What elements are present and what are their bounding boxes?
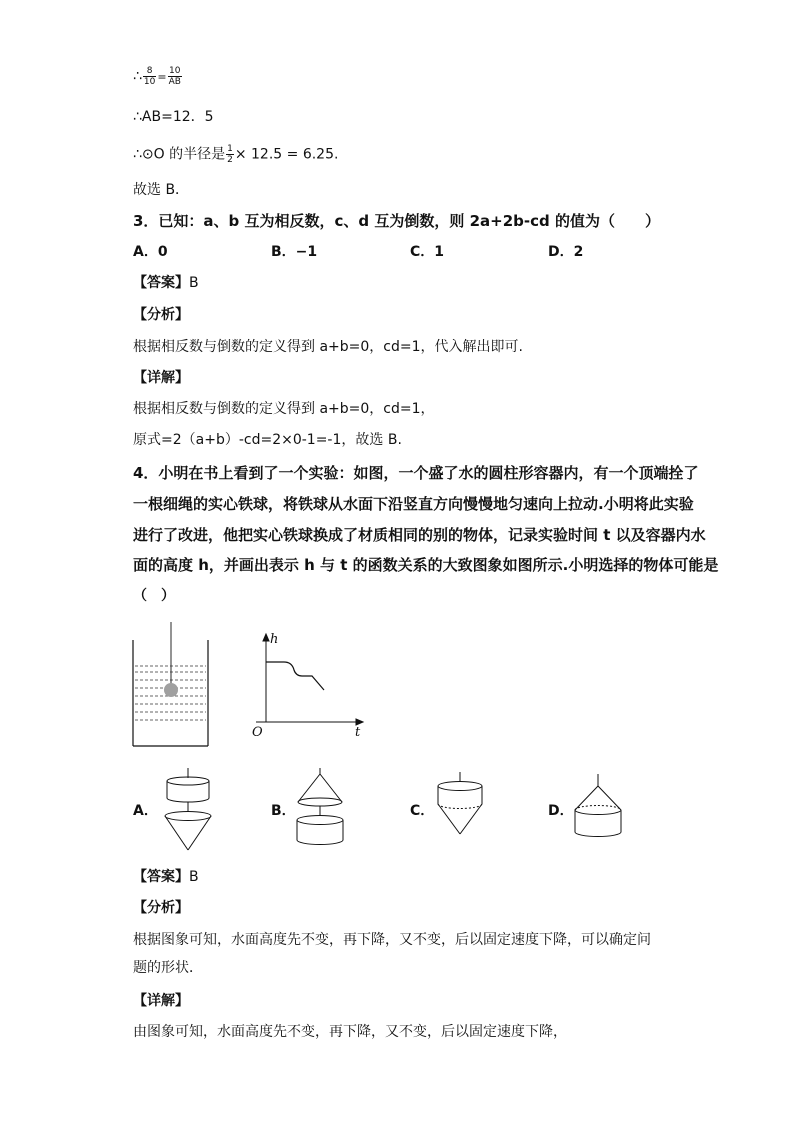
- graph-origin-label: O: [252, 725, 263, 740]
- q4-detail-text: 由图象可知，水面高度先不变，再下降，又不变，后以固定速度下降，: [133, 1024, 567, 1040]
- q3-detail-line-2: 原式=2（a+b）-cd=2×0-1=-1，故选 B.: [133, 432, 402, 448]
- q3-option-c: C．1: [410, 244, 445, 260]
- option-a-shape: [160, 768, 216, 854]
- h-t-graph: [248, 628, 368, 744]
- q4-stem-line-4: 面的高度 h，并画出表示 h 与 t 的函数关系的大致图象如图所示.小明选择的物体可能是: [133, 556, 719, 574]
- iron-ball: [164, 683, 178, 697]
- q3-answer: 【答案】B: [133, 275, 199, 291]
- q4-option-a-label: A．: [133, 803, 158, 819]
- fraction-8-10: $\frac{8}{10}$: [143, 66, 156, 87]
- q4-option-b-label: B．: [271, 803, 296, 819]
- option-d-shape: [570, 774, 626, 844]
- q3-stem: 3．已知：a、b 互为相反数，c、d 互为倒数，则 2a+2b-cd 的值为（ ）: [133, 212, 660, 230]
- q4-answer: 【答案】B: [133, 869, 199, 885]
- ratio-equation: [133, 66, 183, 88]
- therefore-symbol: ∴: [133, 68, 142, 85]
- radius-line: ∴⊙O 的半径是 $\frac{1}{2}$ × 12.5 = 6.25.: [133, 144, 339, 165]
- q3-option-a: A．0: [133, 244, 168, 260]
- q4-stem-line-1: 4．小明在书上看到了一个实验：如图，一个盛了水的圆柱形容器内，有一个顶端拴了: [133, 464, 699, 482]
- q3-analysis-tag: 【分析】: [133, 307, 189, 323]
- q3-option-b: B．−1: [271, 244, 318, 260]
- option-b-shape: [292, 768, 348, 848]
- q3-detail-tag: 【详解】: [133, 370, 189, 386]
- graph-curve: [266, 662, 324, 690]
- q4-option-d-label: D．: [548, 803, 574, 819]
- q3-option-d: D．2: [548, 244, 584, 260]
- option-c-shape: [432, 772, 488, 842]
- q4-analysis-tag: 【分析】: [133, 900, 189, 916]
- q3-detail-line-1: 根据相反数与倒数的定义得到 a+b=0，cd=1，: [133, 401, 435, 417]
- q4-stem-line-2: 一根细绳的实心铁球，将铁球从水面下沿竖直方向慢慢地匀速向上拉动.小明将此实验: [133, 495, 694, 513]
- ab-value-line: ∴AB=12．5: [133, 109, 214, 125]
- fraction-10-ab: $\frac{10}{AB}$: [168, 66, 181, 87]
- graph-x-label: t: [355, 725, 361, 740]
- q4-stem-line-3: 进行了改进，他把实心铁球换成了材质相同的别的物体，记录实验时间 t 以及容器内水: [133, 526, 706, 544]
- q4-option-c-label: C．: [410, 803, 435, 819]
- q4-analysis-text: 根据图象可知，水面高度先不变，再下降，又不变，后以固定速度下降，可以确定问题的形状．: [133, 932, 651, 976]
- q4-stem-end: （ ）: [133, 588, 175, 604]
- equals-sign: =: [157, 70, 167, 84]
- choose-b-line: 故选 B．: [133, 182, 190, 198]
- graph-y-arrow: [263, 634, 269, 641]
- container-figure: [130, 620, 212, 748]
- fraction-half: $\frac{1}{2}$: [227, 144, 233, 165]
- q4-detail-tag: 【详解】: [133, 993, 189, 1009]
- graph-y-label: h: [270, 632, 279, 647]
- q3-analysis-text: 根据相反数与倒数的定义得到 a+b=0，cd=1，代入解出即可.: [133, 339, 523, 355]
